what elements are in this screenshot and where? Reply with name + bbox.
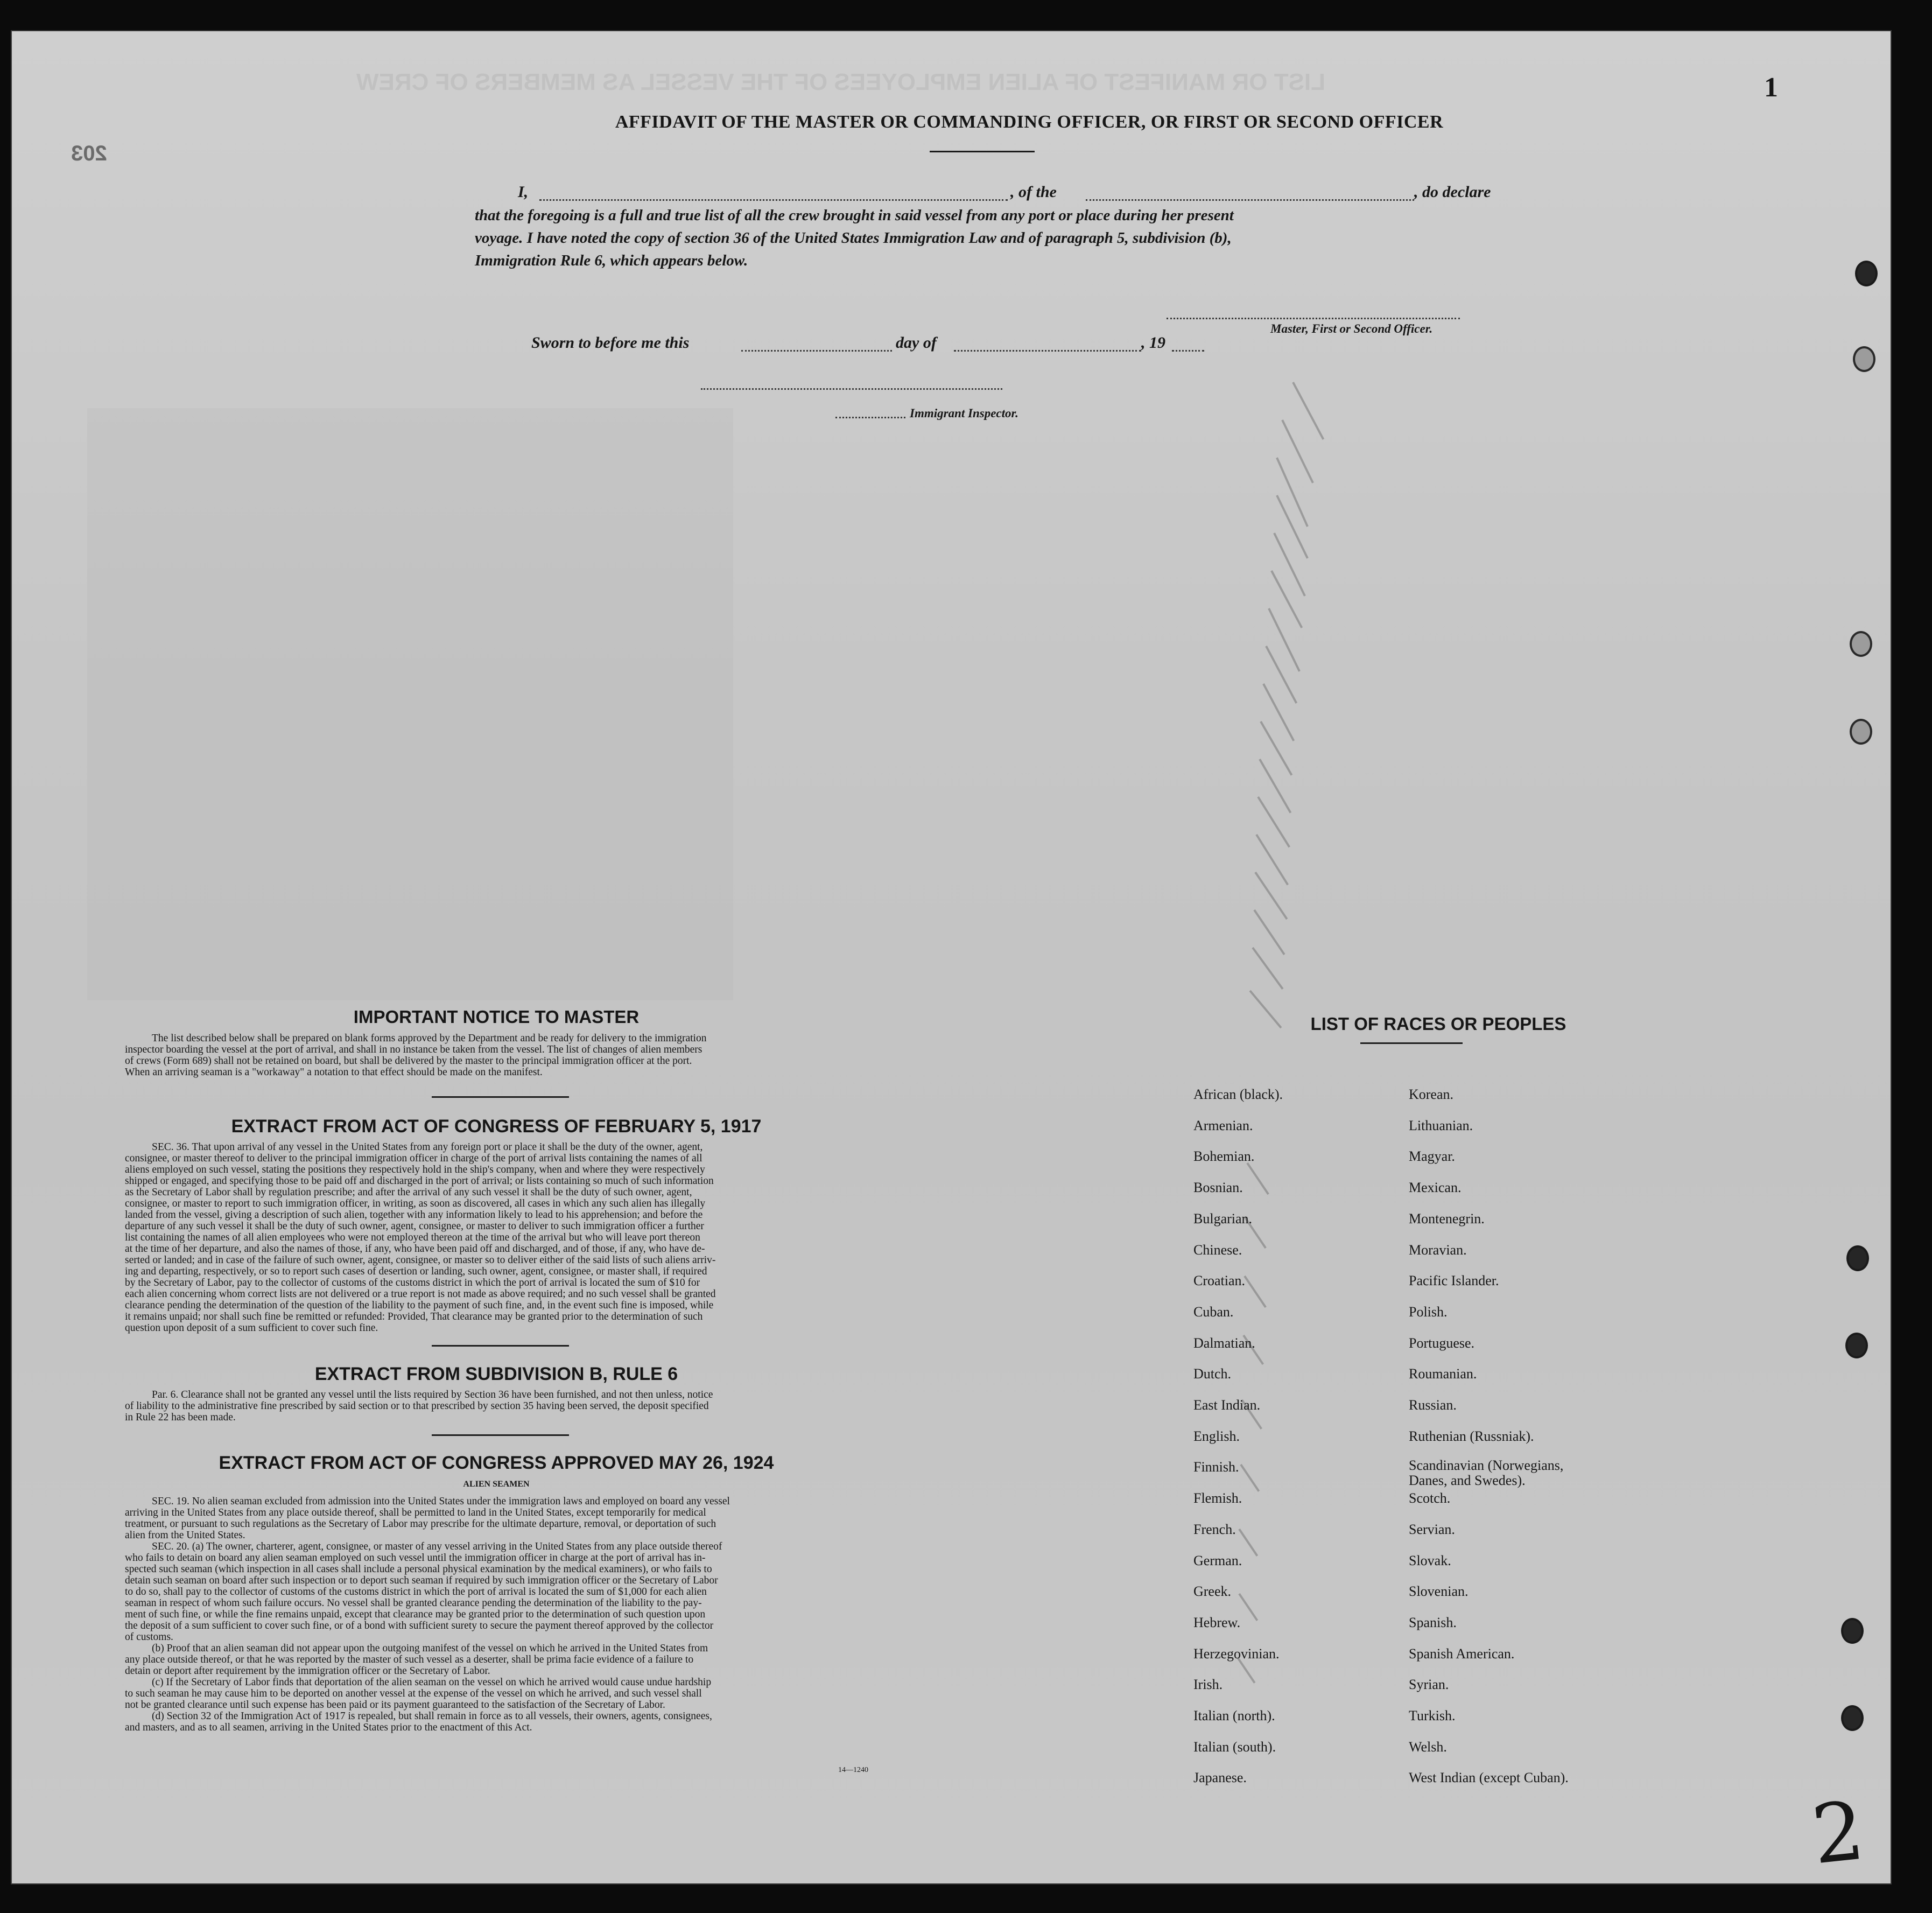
bleed-through-heading: LIST OR MANIFEST OF ALIEN EMPLOYEES OF THE VESSEL AS MEMBERS OF CREW: [356, 69, 1326, 95]
notice-rule: [432, 1096, 569, 1098]
race-item: Syrian.: [1409, 1677, 1449, 1693]
vessel-field[interactable]: [1086, 199, 1414, 201]
race-item: Polish.: [1409, 1304, 1448, 1320]
sworn-month-field[interactable]: [954, 350, 1141, 352]
sworn-day-of: day of: [896, 334, 937, 352]
extract1924-line: (c) If the Secretary of Labor finds that deportation of the alien seaman on the vessel on which he arrived would cause undue hardship: [152, 1677, 712, 1688]
race-item: German.: [1193, 1552, 1242, 1568]
race-item: Slovak.: [1409, 1552, 1451, 1568]
binder-hole: [1855, 261, 1878, 286]
race-item: Dutch.: [1193, 1366, 1232, 1382]
name-field[interactable]: [539, 199, 1008, 201]
extract1924-line: not be granted clearance until such expense has been paid or its payment guaranteed to the satisfaction of the Secretary of Labor.: [125, 1699, 665, 1711]
race-item: Japanese.: [1193, 1770, 1247, 1786]
race-item: West Indian (except Cuban).: [1409, 1770, 1569, 1786]
extract1924-line: who fails to detain on board any alien seaman employed on such vessel until the immigration officer in charge at the port of arrival has in-: [125, 1552, 706, 1564]
affidavit-declare: , do declare: [1414, 183, 1491, 201]
race-item: Spanish American.: [1409, 1645, 1515, 1662]
extract-1917-rule: [432, 1345, 569, 1347]
race-item: Lithuanian.: [1409, 1117, 1473, 1133]
race-item: Chinese.: [1193, 1242, 1242, 1258]
extract1924-line: detain such seaman on board after such inspection or to deport such seaman if required by such immigration officer or the Secretary of Labor: [125, 1575, 718, 1586]
extract-rule6-rule: [432, 1434, 569, 1436]
pencil-stroke: [1240, 1464, 1260, 1492]
extract1917-line: serted or landed; and in case of the failure of such owner, agent, consignee, or master so to deliver either of the said lists of such aliens arriv-: [125, 1255, 716, 1266]
extractRule6-line: in Rule 22 has been made.: [125, 1412, 236, 1423]
binder-hole: [1841, 1618, 1864, 1644]
extract1917-line: ing and departing, respectively, or so to report such cases of desertion or landing, such owner, agent, consignee, or master shall, if required: [125, 1266, 707, 1277]
notice-line: of crews (Form 689) shall not be retained on board, but shall be delivered by the master to the principal immigration officer at the port.: [125, 1055, 692, 1067]
races-title-rule: [1360, 1042, 1463, 1044]
extract1924-line: to such seaman he may cause him to be deported on another vessel at the expense of the vessel on which he arrived, and such vessel shall: [125, 1688, 702, 1699]
sworn-year: , 19: [1141, 334, 1165, 352]
extract1924-line: alien from the United States.: [125, 1530, 245, 1541]
race-item: Bulgarian.: [1193, 1210, 1253, 1227]
race-item: Herzegovinian.: [1193, 1645, 1280, 1662]
pencil-stroke: [1246, 1162, 1269, 1195]
extract1924-line: treatment, or pursuant to such regulations as the Secretary of Labor may prescribe for the ultimate departure, removal, or deportation of such: [125, 1518, 716, 1530]
binder-hole: [1850, 719, 1872, 745]
race-item: Scandinavian (Norwegians, Danes, and Swedes).: [1409, 1457, 1564, 1489]
extract1917-line: by the Secretary of Labor, pay to the collector of customs of the customs district in which the port of arrival is located the sum of $10 for: [125, 1277, 700, 1288]
extract-1924-title: EXTRACT FROM ACT OF CONGRESS APPROVED MAY 26, 1924: [219, 1453, 774, 1473]
race-item: East Indian.: [1193, 1397, 1261, 1413]
master-signature-line[interactable]: [1167, 318, 1460, 319]
extract-rule6-title: EXTRACT FROM SUBDIVISION B, RULE 6: [314, 1364, 678, 1384]
notice-line: inspector boarding the vessel at the port of arrival, and shall in no instance be taken from the vessel. The list of changes of alien members: [125, 1044, 702, 1055]
binder-hole: [1845, 1333, 1868, 1358]
extractRule6-line: Par. 6. Clearance shall not be granted any vessel until the lists required by Section 36 have been furnished, and not then unless, notice: [152, 1389, 713, 1400]
extract1917-line: shipped or engaged, and specifying those to be paid off and discharged in the port of arrival; or lists containing so much of such information: [125, 1175, 714, 1187]
extract1917-line: SEC. 36. That upon arrival of any vessel in the United States from any foreign port or place it shall be the duty of the owner, agent,: [152, 1141, 703, 1153]
race-item: Spanish.: [1409, 1614, 1457, 1630]
page-number-mark: 203: [71, 142, 107, 165]
notice-body: [125, 1033, 919, 1078]
extract-1924-subtitle: ALIEN SEAMEN: [463, 1480, 530, 1489]
corner-mark: 1: [1764, 72, 1778, 103]
inspector-prefix-line: [835, 417, 905, 418]
race-item: Korean.: [1409, 1087, 1454, 1102]
extract1917-line: consignee, or master to report to such immigration officer, in writing, as soon as discovered, all cases in which any such alien has illegally: [125, 1198, 706, 1209]
pencil-stroke: [1252, 947, 1283, 990]
extract1917-line: it remains unpaid; nor shall such fine be remitted or refunded: Provided, That clearance may be granted prior to the determination of such: [125, 1311, 703, 1322]
race-item: Pacific Islander.: [1409, 1273, 1499, 1289]
bleed-through-block: [87, 408, 733, 1000]
race-item: Finnish.: [1193, 1459, 1239, 1475]
extract1924-line: arriving in the United States from any place outside thereof, shall be permitted to land in the United States, except temporarily for medical: [125, 1507, 706, 1518]
race-item: Dalmatian.: [1193, 1335, 1255, 1351]
extract1917-line: each alien concerning whom correct lists are not delivered or a true report is not made as above required; and no such vessel shall be granted: [125, 1288, 716, 1300]
affidavit-line-4: Immigration Rule 6, which appears below.: [475, 252, 748, 269]
extract1917-line: question upon deposit of a sum sufficient to cover such fine.: [125, 1322, 378, 1334]
pencil-stroke: [1253, 909, 1285, 955]
extract1917-line: at the time of her departure, and also the names of those, if any, who have been paid off and discharged, and of those, if any, who have de-: [125, 1243, 705, 1255]
race-item: Italian (south).: [1193, 1739, 1276, 1755]
sworn-year-field[interactable]: [1172, 350, 1204, 352]
extract1924-line: spected such seaman (which inspection in all cases shall include a personal physical examination by the medical examiners), or who fails to: [125, 1564, 712, 1575]
affidavit-line-3: voyage. I have noted the copy of section 36 of the United States Immigration Law and of paragraph 5, subdivision (b),: [475, 229, 1232, 247]
race-item: Cuban.: [1193, 1304, 1234, 1320]
affidavit-of-the: , of the: [1010, 183, 1057, 201]
binder-hole: [1846, 1245, 1869, 1271]
race-item: Armenian.: [1193, 1117, 1253, 1133]
inspector-signature-line[interactable]: [701, 388, 1002, 390]
pencil-stroke: [1238, 1593, 1258, 1621]
race-item: English.: [1193, 1428, 1240, 1444]
extract1917-line: departure of any such vessel it shall be the duty of such owner, agent, consignee, or master to deliver to such immigration officer a further: [125, 1221, 704, 1232]
extract-1917-body: [125, 1141, 919, 1334]
notice-line: When an arriving seaman is a "workaway" a notation to that effect should be made on the manifest.: [125, 1067, 543, 1078]
race-item: Croatian.: [1193, 1273, 1246, 1289]
extract1924-line: SEC. 20. (a) The owner, charterer, agent, consignee, or master of any vessel arriving in the United States from any place outside thereof: [152, 1541, 722, 1552]
race-item: Turkish.: [1409, 1708, 1456, 1723]
extract1917-line: list containing the names of all alien employees who were not employed thereon at the time of the arrival but who will leave port thereon: [125, 1232, 700, 1243]
race-item: Moravian.: [1409, 1242, 1467, 1258]
race-item: Montenegrin.: [1409, 1210, 1485, 1227]
extract1917-line: as the Secretary of Labor shall by regulation prescribe; and after the arrival of any such vessel it shall be the duty of such owner, agent,: [125, 1187, 692, 1198]
race-item: Hebrew.: [1193, 1614, 1241, 1630]
inspector-label: Immigrant Inspector.: [910, 407, 1018, 420]
extract1917-line: aliens employed on such vessel, stating the positions they respectively hold in the ship's company, when and where they were respectively: [125, 1164, 705, 1175]
race-item: Portuguese.: [1409, 1335, 1475, 1351]
notice-line: The list described below shall be prepared on blank forms approved by the Department and be ready for delivery to the immigration: [152, 1033, 707, 1044]
extract1924-line: any place outside thereof, or that he was reported by the master of such vessel as a deserter, shall be prima facie evidence of a failure to: [125, 1654, 694, 1665]
binder-hole: [1850, 631, 1872, 657]
binder-hole: [1853, 346, 1875, 372]
notice-title: IMPORTANT NOTICE TO MASTER: [353, 1007, 640, 1027]
extract-1917-title: EXTRACT FROM ACT OF CONGRESS OF FEBRUARY 5, 1917: [231, 1116, 762, 1137]
race-item: Irish.: [1193, 1677, 1223, 1693]
sworn-prefix: Sworn to before me this: [531, 334, 690, 352]
extract1924-line: ment of such fine, or while the fine remains unpaid, except that clearance may be granted prior to the determination of such question upon: [125, 1609, 706, 1620]
race-item: Welsh.: [1409, 1739, 1447, 1755]
extract-1924-body: [125, 1496, 919, 1733]
extract-rule6-body: [125, 1389, 919, 1423]
extract1924-line: the deposit of a sum sufficient to cover such fine, or of a bond with sufficient surety to secure the payment thereof approved by the collector: [125, 1620, 714, 1631]
race-item: Bosnian.: [1193, 1180, 1243, 1196]
extract1924-line: and masters, and as to all seamen, arriving in the United States prior to the enactment of this Act.: [125, 1722, 532, 1733]
extract1924-line: to do so, shall pay to the collector of customs of the customs district in which the port of arrival is located the sum of $1,000 for each alien: [125, 1586, 707, 1597]
races-title: LIST OF RACES OR PEOPLES: [1310, 1014, 1566, 1034]
race-item: Bohemian.: [1193, 1148, 1255, 1165]
extract1924-line: of customs.: [125, 1631, 173, 1643]
race-item: Ruthenian (Russniak).: [1409, 1428, 1534, 1444]
master-label: Master, First or Second Officer.: [1270, 322, 1433, 335]
affidavit-title-rule: [930, 151, 1035, 152]
race-item: Roumanian.: [1409, 1366, 1477, 1382]
affidavit-title: AFFIDAVIT OF THE MASTER OR COMMANDING OFFICER, OR FIRST OR SECOND OFFICER: [615, 112, 1444, 132]
race-item: Magyar.: [1409, 1148, 1455, 1165]
extract1924-line: SEC. 19. No alien seaman excluded from admission into the United States under the immigration laws and employed on board any vessel: [152, 1496, 730, 1507]
race-item: Servian.: [1409, 1521, 1455, 1537]
handwritten-corner-mark: 2: [1808, 1784, 1869, 1883]
form-code: 14—1240: [838, 1766, 868, 1774]
race-item: Mexican.: [1409, 1180, 1462, 1196]
race-item: Flemish.: [1193, 1490, 1242, 1506]
race-item: African (black).: [1193, 1087, 1283, 1102]
extract1924-line: (b) Proof that an alien seaman did not appear upon the outgoing manifest of the vessel on which he arrived in the United States from: [152, 1643, 708, 1654]
extract1917-line: consignee, or master thereof to deliver to the principal immigration officer in charge of the port of arrival lists containing the names of all: [125, 1153, 702, 1164]
race-item: Slovenian.: [1409, 1583, 1469, 1600]
extract1924-line: seaman in respect of whom such failure occurs. No vessel shall be granted clearance pending the determination of the liability to the pay-: [125, 1597, 702, 1609]
pencil-stroke: [1243, 1276, 1266, 1308]
race-item: Greek.: [1193, 1583, 1232, 1600]
extract1917-line: clearance pending the determination of the question of the liability to the payment of such fine, and, in the event such fine is imposed, while: [125, 1300, 714, 1311]
race-item: Russian.: [1409, 1397, 1457, 1413]
sworn-day-field[interactable]: [741, 350, 892, 352]
race-item: Scotch.: [1409, 1490, 1451, 1506]
extract1924-line: (d) Section 32 of the Immigration Act of 1917 is repealed, but shall remain in force as to all vessels, their owners, agents, consignees,: [152, 1711, 712, 1722]
pencil-stroke: [1281, 419, 1314, 483]
pencil-stroke: [1292, 382, 1324, 440]
race-item: French.: [1193, 1521, 1236, 1537]
affidavit-line-2: that the foregoing is a full and true list of all the crew brought in said vessel from any port or place during her present: [475, 207, 1234, 224]
extract1924-line: detain or deport after requirement by the immigration officer or the Secretary of Labor.: [125, 1665, 490, 1677]
extract1917-line: landed from the vessel, giving a description of such alien, together with any information likely to lead to his apprehension; and before the: [125, 1209, 703, 1221]
binder-hole: [1841, 1705, 1864, 1731]
pencil-stroke: [1276, 457, 1309, 527]
race-item: Italian (north).: [1193, 1708, 1275, 1723]
manifest-page: [12, 31, 1891, 1883]
extractRule6-line: of liability to the administrative fine prescribed by said section or to that prescribed by section 35 having been served, the deposit specified: [125, 1400, 709, 1412]
affidavit-line-i: I,: [518, 183, 529, 201]
